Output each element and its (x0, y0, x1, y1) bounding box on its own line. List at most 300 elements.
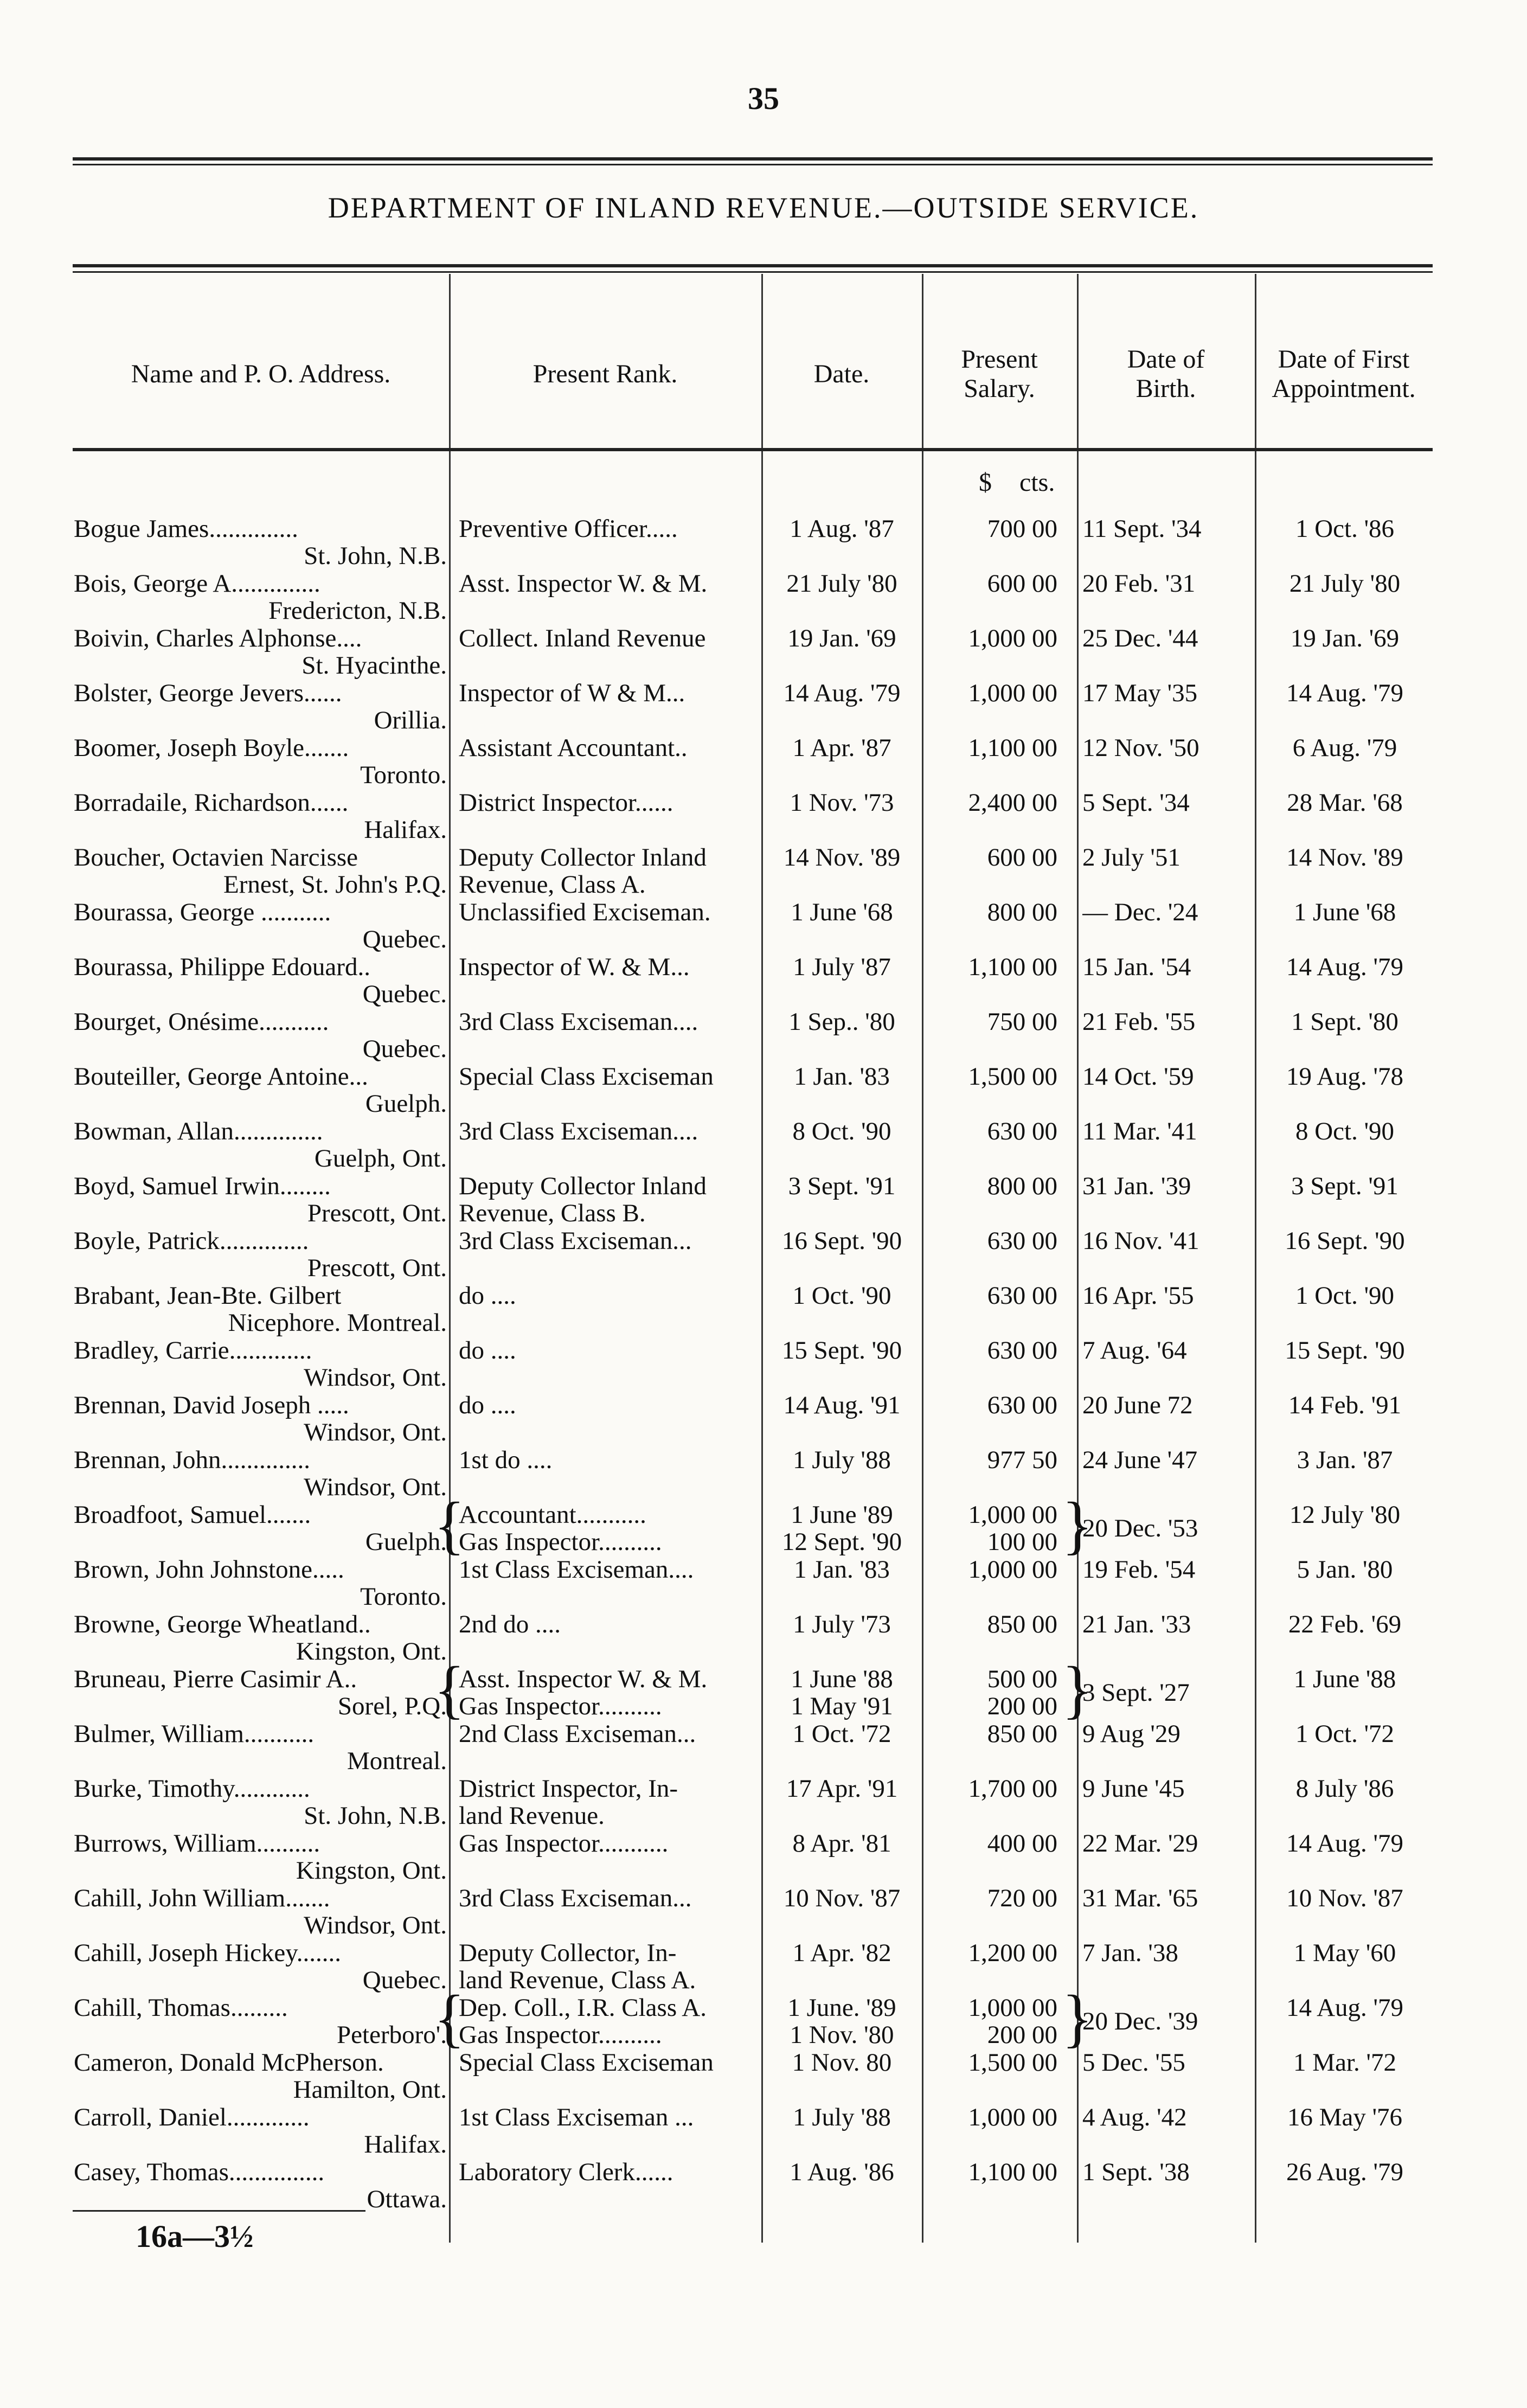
employee-name: Bourget, Onésime........... (74, 1008, 329, 1036)
rank-date-cell (765, 2159, 919, 2186)
present-rank: do .... (459, 1392, 516, 1419)
rank-date: 1 Nov. 80 (792, 2049, 892, 2076)
first-appointment-date: 6 Aug. '79 (1292, 734, 1397, 761)
employee-name: Boomer, Joseph Boyle....... (74, 734, 349, 762)
employee-name-cell (74, 2159, 447, 2213)
footer-rule (73, 2210, 365, 2212)
present-salary-cell (922, 2159, 1057, 2186)
present-salary: 600 00 (987, 570, 1057, 597)
present-rank: District Inspector...... (459, 789, 673, 816)
rank-date-cell (765, 1173, 919, 1200)
present-salary-cell (922, 953, 1057, 981)
employee-name: Brennan, David Joseph ..... (74, 1392, 349, 1419)
first-appointment-date: 1 May '60 (1293, 1939, 1396, 1967)
post-office-address: St. John, N.B. (304, 542, 447, 569)
employee-name-cell (74, 2104, 447, 2158)
first-appointment-date: 8 July '86 (1295, 1775, 1394, 1802)
first-appointment-date: 12 July '80 (1289, 1501, 1401, 1528)
date-of-birth: 3 Sept. '27 (1082, 1679, 1190, 1706)
right-brace-icon: } (1062, 1653, 1093, 1725)
rank-date: 1 Jan. '83 (794, 1063, 890, 1090)
present-rank: do .... (459, 1282, 516, 1309)
employee-name-cell (74, 1501, 447, 1555)
post-office-address: Windsor, Ont. (304, 1911, 447, 1939)
present-salary: 1,100 00 (968, 953, 1057, 981)
employee-name-cell (74, 844, 447, 898)
first-appointment-date: 5 Jan. '80 (1297, 1556, 1393, 1583)
date-of-birth: 9 June '45 (1082, 1775, 1185, 1802)
rank-date-cell (765, 570, 919, 597)
employee-name: Burrows, William.......... (74, 1830, 320, 1858)
present-rank: Dep. Coll., I.R. Class A. (459, 1994, 707, 2022)
header-birth: Date of Birth. (1127, 345, 1205, 403)
present-rank-cell (459, 1173, 760, 1227)
rank-date-cell (765, 1775, 919, 1802)
post-office-address: Toronto. (360, 761, 447, 789)
present-rank: Deputy Collector Inland (459, 1173, 707, 1200)
date-of-birth: 1 Sept. '38 (1082, 2159, 1190, 2186)
present-salary-cell (922, 680, 1057, 707)
present-rank-cell (459, 2159, 760, 2186)
first-appointment-date: 1 Mar. '72 (1293, 2049, 1396, 2076)
present-salary-cell (922, 515, 1057, 542)
rank-date: 1 Aug. '86 (790, 2159, 894, 2186)
present-rank-cell (459, 515, 760, 542)
present-rank: Gas Inspector........... (459, 1830, 669, 1857)
rank-date-cell (765, 625, 919, 652)
first-appointment-date: 1 Oct. '72 (1295, 1720, 1395, 1747)
present-salary: 400 00 (987, 1830, 1057, 1857)
date-of-birth: 7 Aug. '64 (1082, 1337, 1187, 1364)
rank-date: 8 Oct. '90 (792, 1118, 891, 1145)
rank-date: 1 July '88 (793, 2104, 891, 2131)
rank-date-cell (765, 1939, 919, 1967)
date-of-birth: 2 July '51 (1082, 844, 1180, 871)
column-divider-1 (449, 274, 451, 2243)
present-rank-cell (459, 1008, 760, 1035)
present-rank: Asst. Inspector W. & M. (459, 1666, 708, 1693)
employee-name: Cahill, John William....... (74, 1885, 330, 1912)
post-office-address: Ernest, St. John's P.Q. (223, 870, 447, 898)
page-number: 35 (748, 81, 779, 116)
employee-name-cell (74, 789, 447, 843)
rank-date-cell (765, 1282, 919, 1309)
present-salary: 1,000 00 (968, 1556, 1057, 1583)
employee-name-cell (74, 680, 447, 734)
rank-date-cell (765, 953, 919, 981)
present-rank: 3rd Class Exciseman... (459, 1885, 692, 1912)
rank-date-cell (765, 1446, 919, 1474)
present-salary-cell (922, 1446, 1057, 1474)
rank-date: 1 July '73 (793, 1611, 891, 1638)
present-rank-continued: land Revenue, Class A. (459, 1966, 696, 1994)
employee-name-cell (74, 1994, 447, 2048)
present-rank-cell (459, 570, 760, 597)
rank-date-cell (765, 1063, 919, 1090)
rank-date: 1 Apr. '87 (792, 734, 891, 761)
post-office-address: Windsor, Ont. (304, 1418, 447, 1446)
present-salary-cell (922, 1063, 1057, 1090)
header-first-appointment: Date of First Appointment. (1272, 345, 1416, 403)
present-rank: Collect. Inland Revenue (459, 625, 706, 652)
present-rank-continued: Revenue, Class B. (459, 1199, 646, 1227)
page-title: DEPARTMENT OF INLAND REVENUE.—OUTSIDE SERVICE. (328, 191, 1199, 224)
post-office-address: Windsor, Ont. (304, 1363, 447, 1391)
employee-name-cell (74, 1282, 447, 1336)
present-rank: Deputy Collector, In- (459, 1939, 677, 1967)
present-salary-cell (922, 734, 1057, 761)
present-rank-cell (459, 1556, 760, 1583)
present-salary-cell (922, 1720, 1057, 1747)
present-salary: 500 00 (987, 1666, 1057, 1693)
present-salary-cell (922, 1282, 1057, 1309)
rank-date: 1 Aug. '87 (790, 515, 894, 542)
left-brace-icon: { (434, 1982, 465, 2054)
employee-name-cell (74, 1666, 447, 1720)
present-salary: 850 00 (987, 1611, 1057, 1638)
present-salary: 1,500 00 (968, 2049, 1057, 2076)
employee-name-cell (74, 1063, 447, 1117)
first-appointment-date: 14 Aug. '79 (1286, 1994, 1404, 2021)
employee-name-cell (74, 1337, 447, 1391)
date-of-birth: 21 Feb. '55 (1082, 1008, 1196, 1035)
rank-date: 17 Apr. '91 (786, 1775, 898, 1802)
right-brace-icon: } (1062, 1489, 1093, 1561)
post-office-address: Toronto. (360, 1583, 447, 1610)
employee-name-cell (74, 1446, 447, 1501)
employee-name: Bowman, Allan.............. (74, 1118, 323, 1145)
post-office-address: Quebec. (362, 925, 447, 953)
rank-date: 1 June '68 (791, 899, 893, 926)
present-salary: 630 00 (987, 1282, 1057, 1309)
employee-name: Browne, George Wheatland.. (74, 1611, 371, 1638)
date-of-birth: 20 Dec. '39 (1082, 2008, 1198, 2035)
post-office-address: Quebec. (362, 980, 447, 1008)
present-rank-cell (459, 1118, 760, 1145)
first-appointment-date: 21 July '80 (1289, 570, 1401, 597)
present-rank: District Inspector, In- (459, 1775, 678, 1803)
rank-date: 21 July '80 (786, 570, 897, 597)
post-office-address: Prescott, Ont. (307, 1254, 447, 1282)
first-appointment-date: 10 Nov. '87 (1286, 1885, 1403, 1912)
employee-name-cell (74, 953, 447, 1008)
present-rank: Laboratory Clerk...... (459, 2159, 673, 2186)
employee-name-cell (74, 570, 447, 624)
present-rank: Special Class Exciseman (459, 2049, 714, 2076)
post-office-address: Kingston, Ont. (296, 1856, 447, 1884)
employee-name-cell (74, 1939, 447, 1994)
present-salary: 1,000 00 (968, 1501, 1057, 1529)
present-rank-cell (459, 734, 760, 761)
employee-name: Bogue James.............. (74, 515, 298, 543)
rank-date: 10 Nov. '87 (783, 1885, 901, 1912)
first-appointment-date: 14 Nov. '89 (1286, 844, 1403, 871)
employee-name: Borradaile, Richardson...... (74, 789, 349, 817)
post-office-address: Guelph, Ont. (314, 1144, 447, 1172)
top-rule (73, 157, 1433, 161)
post-office-address: Prescott, Ont. (307, 1199, 447, 1227)
rank-date-second: 1 May '91 (791, 1692, 893, 1720)
first-appointment-date: 14 Aug. '79 (1286, 680, 1404, 707)
title-rule (73, 264, 1433, 267)
first-appointment-date: 1 June '68 (1293, 899, 1396, 926)
signature-mark: 16a—3½ (136, 2219, 254, 2254)
employee-name: Broadfoot, Samuel....... (74, 1501, 311, 1529)
rank-date-cell (765, 680, 919, 707)
present-salary-cell (922, 1227, 1057, 1254)
present-rank: Unclassified Exciseman. (459, 899, 711, 926)
present-salary-cell (922, 789, 1057, 816)
first-appointment-date: 1 Sept. '80 (1291, 1008, 1398, 1035)
employee-name-cell (74, 1556, 447, 1610)
present-rank-cell (459, 1337, 760, 1364)
rank-date-second: 12 Sept. '90 (781, 1528, 902, 1555)
employee-name: Bourassa, Philippe Edouard.. (74, 953, 370, 981)
first-appointment-date: 1 Oct. '86 (1295, 515, 1395, 542)
rank-date: 16 Sept. '90 (781, 1227, 902, 1254)
rank-date-cell (765, 1994, 919, 2048)
present-rank-cell (459, 1885, 760, 1912)
employee-name-cell (74, 1830, 447, 1884)
date-of-birth: 11 Mar. '41 (1082, 1118, 1197, 1145)
rank-date: 1 Oct. '90 (792, 1282, 891, 1309)
present-rank: 1st Class Exciseman.... (459, 1556, 694, 1583)
present-salary: 1,000 00 (968, 1994, 1057, 2022)
rank-date-cell (765, 734, 919, 761)
present-rank-cell (459, 1720, 760, 1747)
present-rank-cell (459, 1775, 760, 1829)
present-salary-cell (922, 570, 1057, 597)
rank-date-cell (765, 2104, 919, 2131)
present-rank-cell (459, 1446, 760, 1474)
post-office-address: Fredericton, N.B. (268, 597, 447, 624)
present-salary-cell (922, 1775, 1057, 1802)
post-office-address: Quebec. (362, 1966, 447, 1994)
employee-name: Casey, Thomas............... (74, 2159, 325, 2186)
rank-date-cell (765, 1666, 919, 1720)
rank-date: 14 Nov. '89 (783, 844, 901, 871)
present-salary: 630 00 (987, 1118, 1057, 1145)
date-of-birth: 20 Dec. '53 (1082, 1515, 1198, 1542)
rank-date-cell (765, 899, 919, 926)
date-of-birth: — Dec. '24 (1082, 899, 1198, 926)
first-appointment-date: 3 Sept. '91 (1291, 1173, 1398, 1200)
present-rank: do .... (459, 1337, 516, 1364)
rank-date: 14 Aug. '91 (783, 1392, 901, 1419)
employee-name: Cahill, Joseph Hickey....... (74, 1939, 341, 1967)
post-office-address: Halifax. (364, 816, 447, 843)
top-rule-thin (73, 164, 1433, 165)
first-appointment-date: 15 Sept. '90 (1285, 1337, 1405, 1364)
present-rank: Asst. Inspector W. & M. (459, 570, 708, 597)
present-salary-cell (922, 1994, 1057, 2048)
present-salary-cell (922, 844, 1057, 871)
date-of-birth: 14 Oct. '59 (1082, 1063, 1194, 1090)
present-salary: 1,500 00 (968, 1063, 1057, 1090)
rank-date-cell (765, 1392, 919, 1419)
present-rank: Inspector of W. & M... (459, 953, 690, 981)
present-rank-cell (459, 1611, 760, 1638)
present-salary: 1,100 00 (968, 2159, 1057, 2186)
first-appointment-date: 1 June '88 (1293, 1666, 1396, 1693)
present-rank: 2nd do .... (459, 1611, 561, 1638)
present-rank-cell (459, 1994, 760, 2048)
present-rank: Deputy Collector Inland (459, 844, 707, 872)
post-office-address: Guelph. (365, 1528, 447, 1555)
present-rank-cell (459, 680, 760, 707)
post-office-address: Nicephore. Montreal. (228, 1309, 447, 1336)
first-appointment-date: 28 Mar. '68 (1287, 789, 1403, 816)
column-divider-5 (1255, 274, 1256, 2243)
employee-name-cell (74, 2049, 447, 2103)
rank-date-cell (765, 1830, 919, 1857)
employee-name-cell (74, 899, 447, 953)
date-of-birth: 31 Mar. '65 (1082, 1885, 1198, 1912)
present-salary-cell (922, 2049, 1057, 2076)
rank-date: 1 Jan. '83 (794, 1556, 890, 1583)
first-appointment-date: 14 Aug. '79 (1286, 1830, 1404, 1857)
employee-name-cell (74, 625, 447, 679)
rank-date: 1 Apr. '82 (792, 1939, 891, 1967)
present-rank-cell (459, 1063, 760, 1090)
date-of-birth: 11 Sept. '34 (1082, 515, 1202, 542)
date-of-birth: 5 Dec. '55 (1082, 2049, 1185, 2076)
present-rank-cell (459, 1392, 760, 1419)
post-office-address: Ottawa. (367, 2185, 447, 2213)
employee-name-cell (74, 734, 447, 789)
employee-name-cell (74, 1885, 447, 1939)
employee-name-cell (74, 1173, 447, 1227)
employee-name: Brabant, Jean-Bte. Gilbert (74, 1282, 342, 1310)
employee-name: Bruneau, Pierre Casimir A.. (74, 1666, 357, 1693)
employee-name: Bouteiller, George Antoine... (74, 1063, 368, 1091)
present-salary: 600 00 (987, 844, 1057, 871)
present-rank-cell (459, 625, 760, 652)
date-of-birth: 7 Jan. '38 (1082, 1939, 1178, 1967)
present-salary-second: 100 00 (987, 1528, 1057, 1555)
date-of-birth: 24 June '47 (1082, 1446, 1198, 1474)
present-rank-cell (459, 1501, 760, 1555)
employee-name: Bulmer, William........... (74, 1720, 315, 1748)
header-salary: Present Salary. (961, 345, 1038, 403)
employee-name: Cahill, Thomas......... (74, 1994, 288, 2022)
present-salary-cell (922, 625, 1057, 652)
present-rank: Inspector of W & M... (459, 680, 685, 707)
date-of-birth: 31 Jan. '39 (1082, 1173, 1191, 1200)
rank-date-cell (765, 1337, 919, 1364)
date-of-birth: 12 Nov. '50 (1082, 734, 1199, 761)
rank-date-cell (765, 789, 919, 816)
present-salary-cell (922, 1939, 1057, 1967)
header-rank: Present Rank. (532, 360, 678, 388)
present-salary-cell (922, 1501, 1057, 1555)
date-of-birth: 9 Aug '29 (1082, 1720, 1180, 1747)
header-name: Name and P. O. Address. (131, 360, 391, 388)
date-of-birth: 5 Sept. '34 (1082, 789, 1190, 816)
date-of-birth: 16 Apr. '55 (1082, 1282, 1194, 1309)
date-of-birth: 15 Jan. '54 (1082, 953, 1191, 981)
rank-date-cell (765, 1008, 919, 1035)
post-office-address: Montreal. (347, 1747, 447, 1775)
present-rank-continued: Gas Inspector.......... (459, 1692, 662, 1720)
dollar-unit: $ (979, 468, 992, 497)
rank-date: 1 July '87 (793, 953, 891, 981)
present-salary-cell (922, 1830, 1057, 1857)
post-office-address: St. Hyacinthe. (301, 651, 447, 679)
date-of-birth: 20 June 72 (1082, 1392, 1193, 1419)
rank-date: 14 Aug. '79 (783, 680, 901, 707)
rank-date-cell (765, 1501, 919, 1555)
employee-name: Brennan, John.............. (74, 1446, 311, 1474)
post-office-address: Halifax. (364, 2130, 447, 2158)
column-divider-2 (761, 274, 763, 2243)
rank-date-cell (765, 515, 919, 542)
present-salary: 1,000 00 (968, 625, 1057, 652)
post-office-address: Orillia. (374, 706, 447, 734)
present-salary: 720 00 (987, 1885, 1057, 1912)
post-office-address: Kingston, Ont. (296, 1637, 447, 1665)
present-rank: 3rd Class Exciseman... (459, 1227, 692, 1254)
post-office-address: St. John, N.B. (304, 1802, 447, 1829)
first-appointment-date: 16 May '76 (1287, 2104, 1403, 2131)
rank-date: 1 Oct. '72 (792, 1720, 891, 1747)
present-rank: Preventive Officer..... (459, 515, 678, 542)
employee-name: Cameron, Donald McPherson. (74, 2049, 384, 2077)
rank-date: 3 Sept. '91 (788, 1173, 896, 1200)
first-appointment-date: 26 Aug. '79 (1286, 2159, 1404, 2186)
present-rank-cell (459, 899, 760, 926)
title-rule-thin (73, 271, 1433, 273)
present-rank-cell (459, 1830, 760, 1857)
present-salary: 630 00 (987, 1392, 1057, 1419)
present-rank-cell (459, 1227, 760, 1254)
present-rank-cell (459, 1666, 760, 1720)
header-date: Date. (813, 360, 870, 388)
first-appointment-date: 19 Jan. '69 (1290, 625, 1400, 652)
employee-name: Bourassa, George ........... (74, 899, 331, 926)
date-of-birth: 16 Nov. '41 (1082, 1227, 1199, 1254)
employee-name: Brown, John Johnstone..... (74, 1556, 344, 1584)
present-rank-cell (459, 1282, 760, 1309)
employee-name: Bolster, George Jevers...... (74, 680, 342, 707)
rank-date: 15 Sept. '90 (781, 1337, 902, 1364)
left-brace-icon: { (434, 1653, 465, 1725)
present-salary-cell (922, 1173, 1057, 1200)
present-salary-cell (922, 1611, 1057, 1638)
present-salary: 1,700 00 (968, 1775, 1057, 1802)
present-rank-cell (459, 2049, 760, 2076)
employee-name-cell (74, 1227, 447, 1282)
present-salary-second: 200 00 (987, 1692, 1057, 1720)
first-appointment-date: 19 Aug. '78 (1286, 1063, 1404, 1090)
rank-date-cell (765, 1611, 919, 1638)
date-of-birth: 21 Jan. '33 (1082, 1611, 1191, 1638)
present-salary: 630 00 (987, 1337, 1057, 1364)
present-rank-cell (459, 1939, 760, 1994)
present-salary: 977 50 (987, 1446, 1057, 1474)
employee-name: Carroll, Daniel............. (74, 2104, 310, 2131)
present-rank: 3rd Class Exciseman.... (459, 1118, 698, 1145)
present-salary: 1,200 00 (968, 1939, 1057, 1967)
rank-date: 1 June. '89 (787, 1994, 896, 2022)
rank-date: 1 June '88 (791, 1666, 893, 1693)
present-salary-cell (922, 899, 1057, 926)
employee-name: Boyd, Samuel Irwin........ (74, 1173, 331, 1200)
employee-name: Boivin, Charles Alphonse.... (74, 625, 362, 652)
present-salary-cell (922, 2104, 1057, 2131)
present-salary-cell (922, 1666, 1057, 1720)
present-salary-cell (922, 1885, 1057, 1912)
